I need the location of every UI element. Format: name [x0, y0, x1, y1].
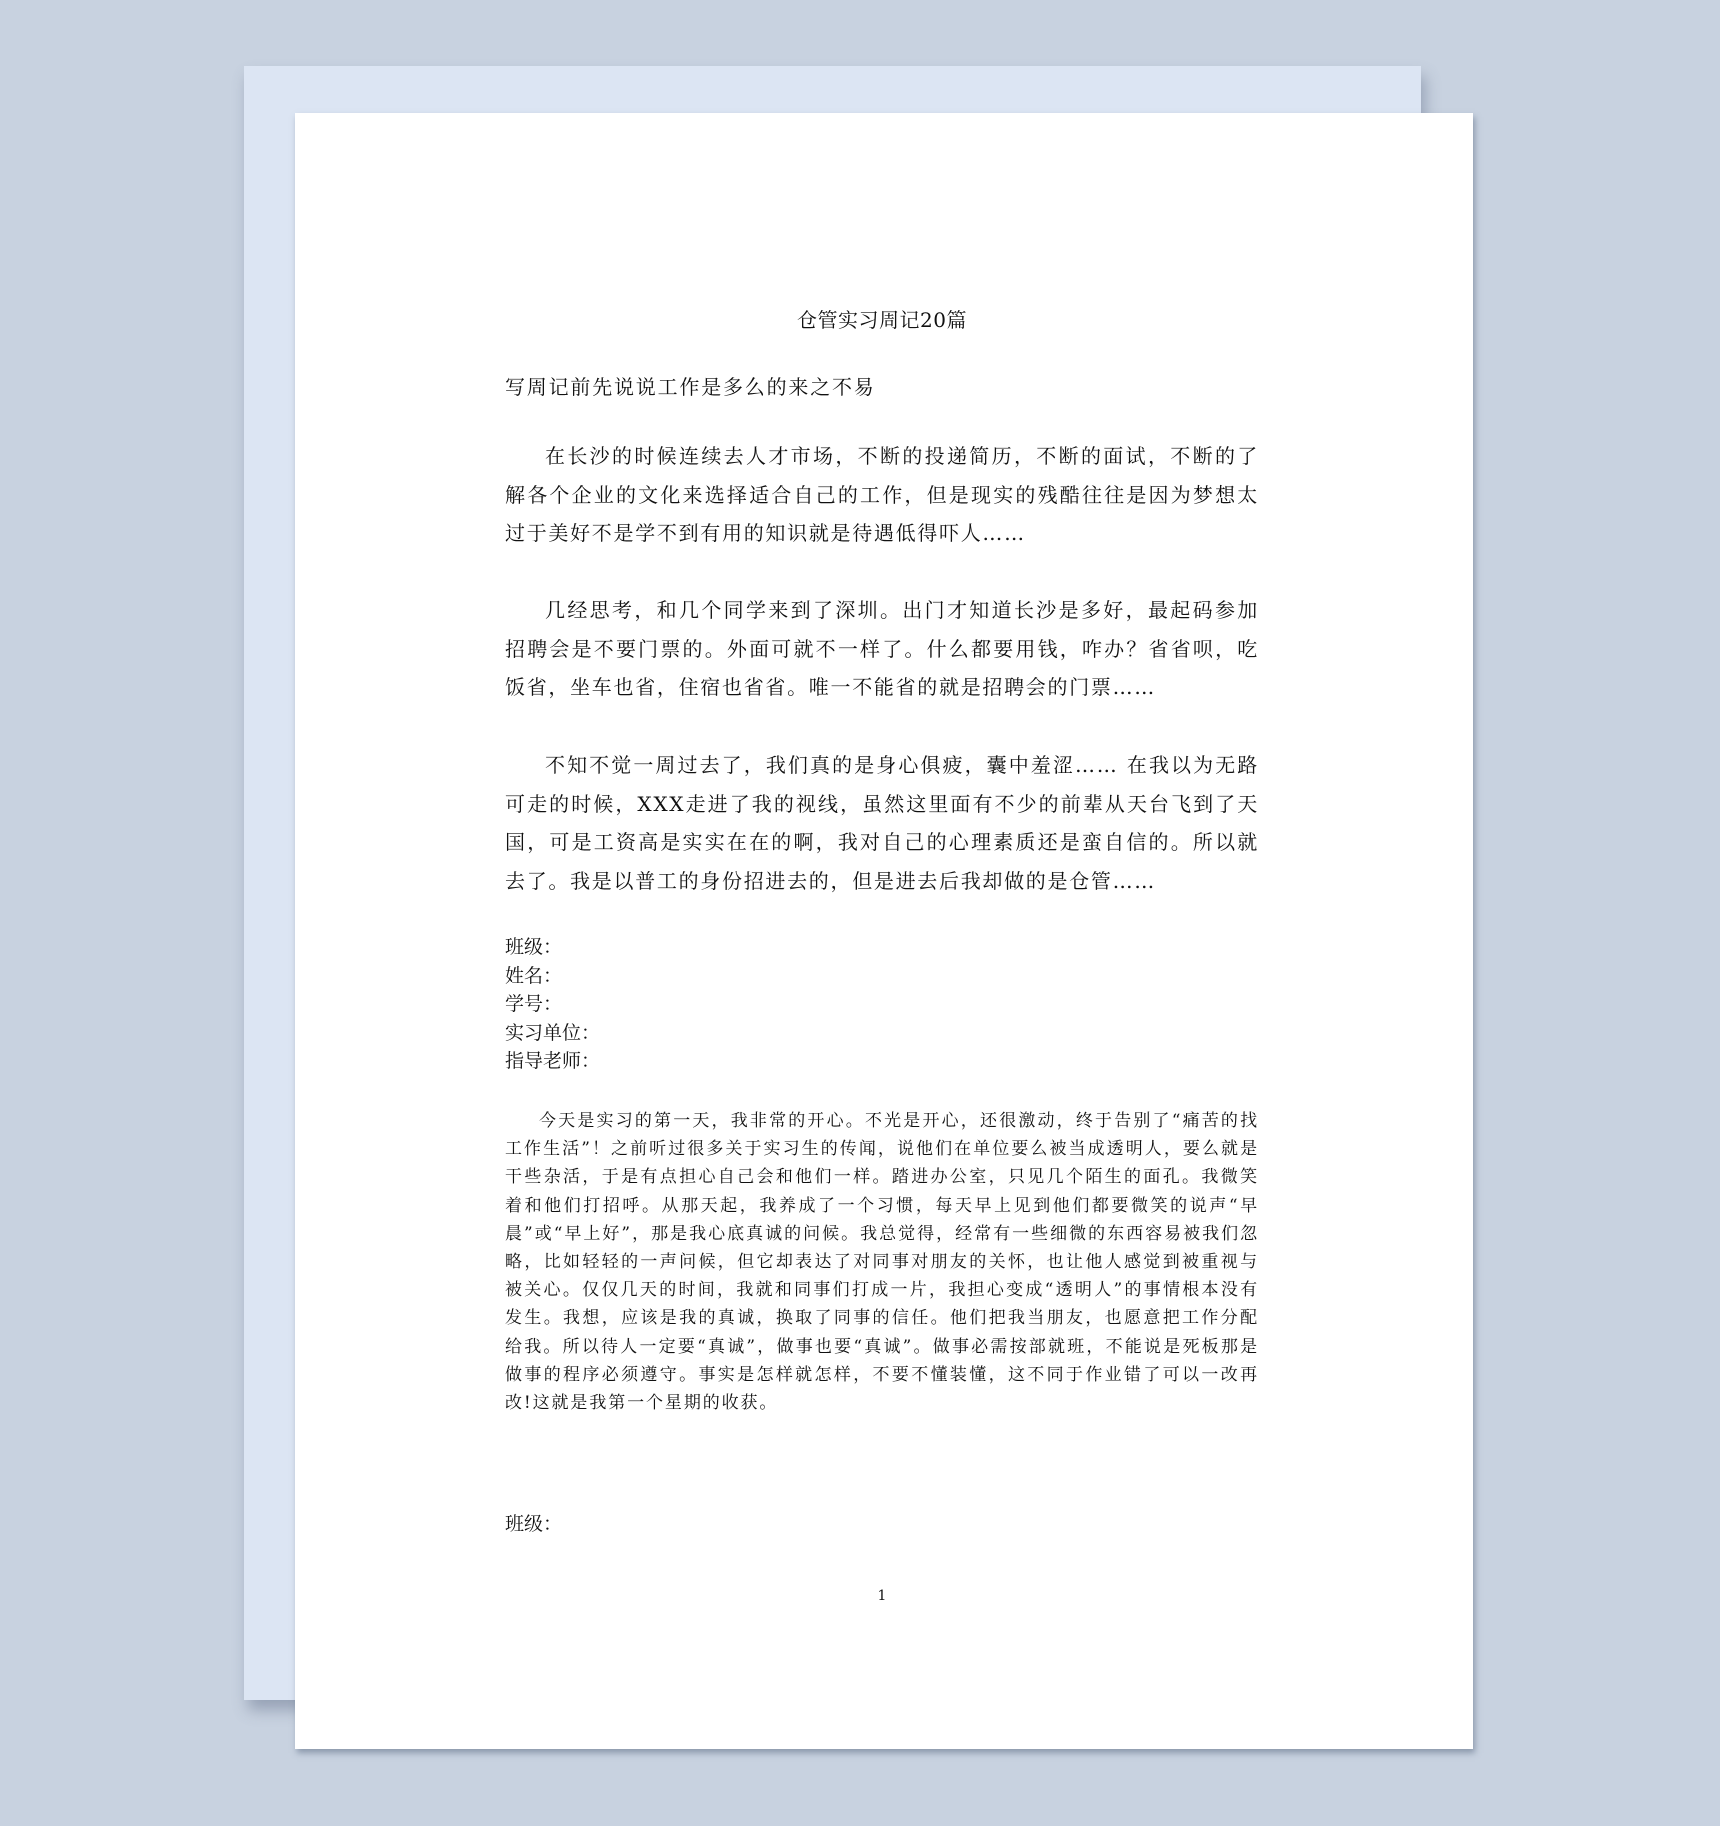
document-subtitle: 写周记前先说说工作是多么的来之不易 [505, 375, 876, 399]
info-field-advisor: 指导老师： [505, 1050, 601, 1072]
info-field-internship-unit: 实习单位： [505, 1021, 601, 1044]
intro-paragraph-3: 不知不觉一周过去了，我们真的是身心俱疲，囊中羞涩…… 在我以为无路可走的时候，XXX走进了我的视线，虽然这里面有不少的前辈从天台飞到了天国，可是工资高是实实在在的啊，我对自己的心理素质还是蛮自信的。所以就去了。我是以普工的身份招进去的，但是进去后我却做的是仓管…… [505, 753, 1259, 893]
intro-paragraph-2: 几经思考，和几个同学来到了深圳。出门才知道长沙是多好，最起码参加招聘会是不要门票的。外面可就不一样了。什么都要用钱，咋办？省省呗，吃饭省，坐车也省，住宿也省省。唯一不能省的就是招聘会的门票…… [505, 598, 1259, 699]
document-page [295, 113, 1473, 1749]
student-info-block [505, 933, 600, 1076]
week1-journal-paragraph: 今天是实习的第一天，我非常的开心。不光是开心，还很激动，终于告别了“痛苦的找工作生活”！之前听过很多关于实习生的传闻，说他们在单位要么被当成透明人，要么就是干些杂活，于是有点担心自己会和他们一样。踏进办公室，只见几个陌生的面孔。我微笑着和他们打招呼。从那天起，我养成了一个习惯，每天早上见到他们都要微笑的说声“早晨”或“早上好”，那是我心底真诚的问候。我总觉得，经常有一些细微的东西容易被我们忽略，比如轻轻的一声问候，但它却表达了对同事对朋友的关怀，也让他人感觉到被重视与被关心。仅仅几天的时间，我就和同事们打成一片，我担心变成“透明人”的事情根本没有发生。我想，应该是我的真诚，换取了同事的信任。他们把我当朋友，也愿意把工作分配给我。所以待人一定要“真诚”，做事也要“真诚”。做事必需按部就班，不能说是死板那是做事的程序必须遵守。事实是怎样就怎样，不要不懂装懂，这不同于作业错了可以一改再改!这就是我第一个星期的收获。 [505, 1111, 1259, 1414]
info-field-name: 姓名： [505, 964, 563, 987]
next-student-info-block [505, 1510, 562, 1538]
intro-paragraph-1: 在长沙的时候连续去人才市场，不断的投递简历，不断的面试，不断的了解各个企业的文化来选择适合自己的工作，但是现实的残酷往往是因为梦想太过于美好不是学不到有用的知识就是待遇低得吓人…… [505, 444, 1259, 545]
info-field-class: 班级： [505, 936, 563, 958]
document-title: 仓管实习周记20篇 [797, 308, 967, 332]
page-number: 1 [877, 1588, 887, 1604]
info-field-class: 班级： [505, 1513, 563, 1535]
info-field-student-id: 学号： [505, 993, 563, 1015]
